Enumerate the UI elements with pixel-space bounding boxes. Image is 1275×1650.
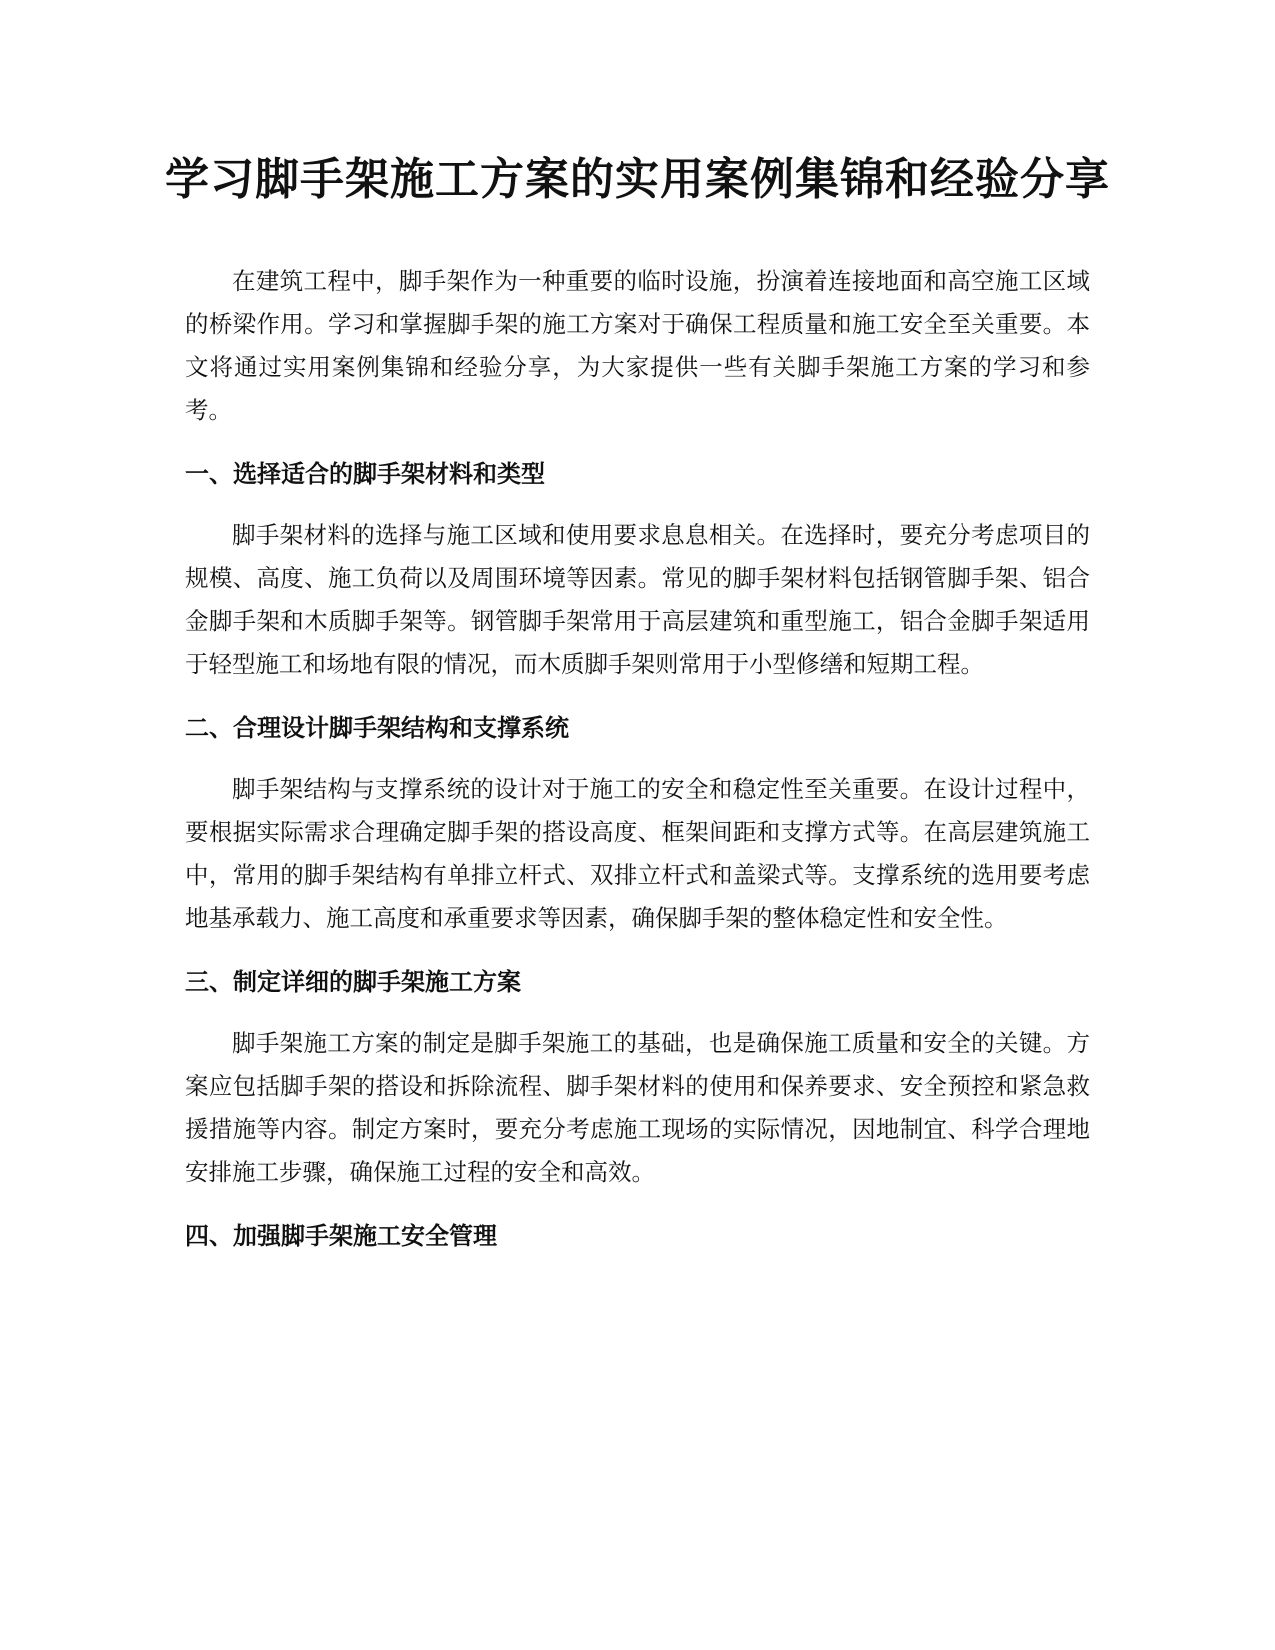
intro-paragraph: 在建筑工程中，脚手架作为一种重要的临时设施，扮演着连接地面和高空施工区域的桥梁作用。学习和掌握脚手架的施工方案对于确保工程质量和施工安全至关重要。本文将通过实用案例集锦和经验分享，为大家提供一些有关脚手架施工方案的学习和参考。 xyxy=(185,267,1090,424)
document-title: 学习脚手架施工方案的实用案例集锦和经验分享 xyxy=(165,154,1110,205)
section-heading: 三、制定详细的脚手架施工方案 xyxy=(185,968,521,996)
section-paragraph: 脚手架材料的选择与施工区域和使用要求息息相关。在选择时，要充分考虑项目的规模、高度、施工负荷以及周围环境等因素。常见的脚手架材料包括钢管脚手架、铝合金脚手架和木质脚手架等。钢管脚手架常用于高层建筑和重型施工，铝合金脚手架适用于轻型施工和场地有限的情况，而木质脚手架则常用于小型修缮和短期工程。 xyxy=(185,521,1090,678)
section-2 xyxy=(185,708,1090,940)
section-paragraph: 脚手架结构与支撑系统的设计对于施工的安全和稳定性至关重要。在设计过程中，要根据实际需求合理确定脚手架的搭设高度、框架间距和支撑方式等。在高层建筑施工中，常用的脚手架结构有单排立杆式、双排立杆式和盖梁式等。支撑系统的选用要考虑地基承载力、施工高度和承重要求等因素，确保脚手架的整体稳定性和安全性。 xyxy=(185,775,1090,932)
section-heading: 二、合理设计脚手架结构和支撑系统 xyxy=(185,714,569,742)
section-heading: 一、选择适合的脚手架材料和类型 xyxy=(185,460,545,488)
section-3 xyxy=(185,962,1090,1194)
section-heading: 四、加强脚手架施工安全管理 xyxy=(185,1222,497,1250)
section-1 xyxy=(185,454,1090,686)
document-page xyxy=(165,140,1110,1276)
section-paragraph: 脚手架施工方案的制定是脚手架施工的基础，也是确保施工质量和安全的关键。方案应包括脚手架的搭设和拆除流程、脚手架材料的使用和保养要求、安全预控和紧急救援措施等内容。制定方案时，要充分考虑施工现场的实际情况，因地制宜、科学合理地安排施工步骤，确保施工过程的安全和高效。 xyxy=(185,1029,1090,1186)
section-4 xyxy=(185,1216,1090,1256)
